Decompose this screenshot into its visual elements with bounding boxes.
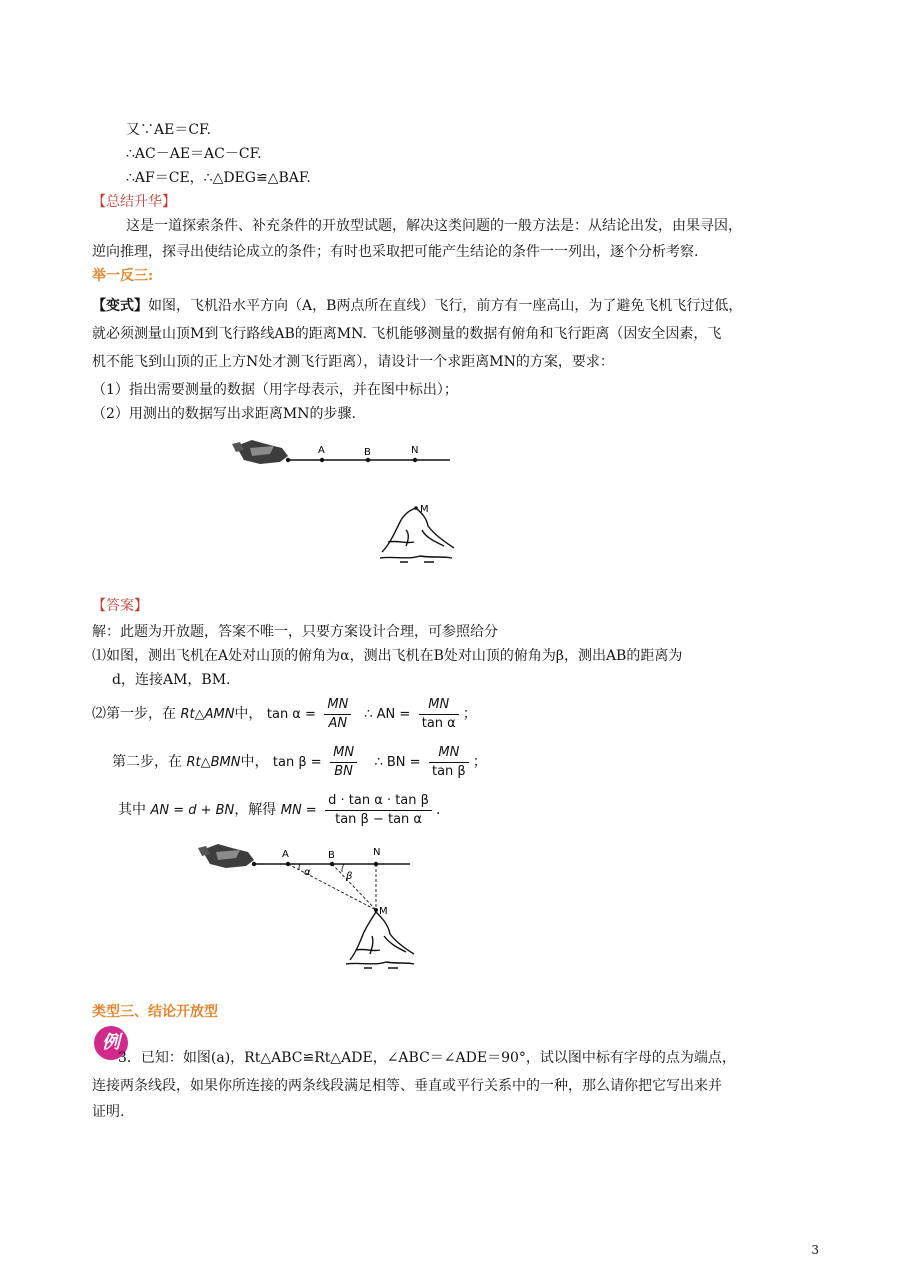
step1-line-2: d，连接AM，BM. — [112, 672, 231, 688]
fraction-den-tan-alpha: tan α — [421, 715, 456, 731]
label-b: B — [364, 447, 371, 458]
fraction-num-mn-3: MN — [330, 744, 357, 763]
fig2-label-b: B — [328, 850, 335, 861]
final-denominator: tan β − tan α — [335, 811, 422, 827]
tan-beta-eq: tan β = — [272, 755, 322, 770]
therefore-an: ∴ AN = — [364, 707, 411, 722]
label-a: A — [318, 445, 325, 456]
step2-zhong: 中， — [234, 706, 263, 722]
requirement-1: （1）指出需要测量的数据（用字母表示，并在图中标出）； — [92, 382, 458, 398]
fig2-label-n: N — [373, 847, 381, 858]
fraction-num-mn: MN — [324, 696, 351, 715]
step1-line-1: ⑴如图，测出飞机在A处对山顶的俯角为α，测出飞机在B处对山顶的俯角为β，测出AB的距离为 — [92, 648, 683, 664]
fraction-mn-an — [324, 696, 351, 733]
summary-line-2: 逆向推理，探寻出使结论成立的条件；有时也采取把可能产生结论的条件一一列出，逐个分析考察. — [92, 244, 699, 260]
type3-heading: 类型三、结论开放型 — [92, 1004, 218, 1020]
airplane-icon-2 — [198, 844, 254, 868]
page-number: 3 — [811, 1243, 819, 1257]
mn-eq: MN = — [280, 803, 317, 818]
semicolon-1: ； — [462, 706, 477, 722]
example-badge-text: 例 — [102, 1032, 120, 1053]
step3-zhong: 中， — [240, 754, 269, 770]
mountain-icon-2 — [346, 912, 414, 968]
fraction-num-mn-4: MN — [429, 744, 469, 763]
requirement-2: （2）用测出的数据写出求距离MN的步骤. — [92, 406, 356, 422]
answer-intro: 解：此题为开放题，答案不唯一，只要方案设计合理，可参照给分 — [92, 624, 498, 640]
fig2-label-m: M — [379, 906, 388, 917]
final-period: . — [435, 802, 441, 818]
variant-line-3: 机不能飞到山顶的正上方N处才测飞行距离），请设计一个求距离MN的方案，要求： — [92, 354, 614, 370]
fig2-label-a: A — [282, 849, 289, 860]
practice-heading: 举一反三: — [92, 268, 154, 284]
fraction-den-an: AN — [328, 715, 348, 731]
fraction-den-bn: BN — [334, 763, 353, 779]
proof-line-3: ∴AF＝CE，∴△DEG≌△BAF. — [126, 170, 311, 186]
figure-flight-mountain-1 — [230, 434, 460, 564]
answer-heading: 【答案】 — [92, 598, 148, 614]
label-m: M — [420, 504, 429, 515]
example3-line-1: 3．已知：如图(a)，Rt△ABC≌Rt△ADE，∠ABC＝∠ADE＝90°，试以图中标有字母的点为端点， — [118, 1050, 736, 1066]
an-equation: AN = d + BN — [150, 803, 235, 818]
fraction-den-tan-beta: tan β — [431, 763, 466, 779]
example3-line-2: 连接两条线段，如果你所连接的两条线段满足相等、垂直或平行关系中的一种，那么请你把它写出来并 — [92, 1078, 722, 1094]
example3-line-3: 证明. — [92, 1104, 125, 1120]
therefore-bn: ∴ BN = — [374, 755, 421, 770]
fig2-label-alpha: α — [304, 867, 311, 878]
airplane-icon — [232, 440, 288, 464]
step4-solve: ，解得 — [234, 802, 277, 818]
variant-line-2: 就必须测量山顶M到飞行路线AB的距离MN. 飞机能够测量的数据有俯角和飞行距离（因安全因素，飞 — [92, 326, 722, 342]
step4-line — [118, 790, 440, 831]
summary-line-1: 这是一道探索条件、补充条件的开放型试题，解决这类问题的一般方法是：从结论出发，由果寻因， — [126, 218, 742, 234]
fraction-mn-bn — [330, 744, 357, 781]
proof-line-1: 又∵AE＝CF. — [126, 122, 212, 138]
final-numerator: d · tan α · tan β — [325, 792, 432, 811]
triangle-bmn: Rt△BMN — [186, 755, 241, 770]
step4-prefix: 其中 — [118, 802, 146, 818]
step3-prefix: 第二步，在 — [112, 754, 182, 770]
figure-flight-mountain-2 — [196, 838, 416, 974]
triangle-amn: Rt△AMN — [180, 707, 235, 722]
mountain-icon — [380, 508, 454, 562]
step2-prefix: ⑵第一步，在 — [92, 706, 176, 722]
step2-line — [92, 694, 477, 735]
tan-alpha-eq: tan α = — [266, 707, 316, 722]
fig2-label-beta: β — [346, 871, 353, 882]
fraction-mn-tan-alpha — [419, 696, 459, 733]
variant-tag: 【变式】 — [92, 298, 148, 314]
variant-text-1: 如图，飞机沿水平方向（A，B两点所在直线）飞行，前方有一座高山，为了避免飞机飞行过低， — [148, 298, 743, 314]
variant-line-1 — [92, 296, 742, 316]
final-fraction — [325, 792, 432, 829]
step3-line — [112, 742, 487, 783]
label-n: N — [411, 445, 419, 456]
summary-heading: 【总结升华】 — [92, 194, 176, 210]
proof-line-2: ∴AC－AE＝AC－CF. — [126, 146, 262, 162]
fraction-num-mn-2: MN — [419, 696, 459, 715]
fraction-mn-tan-beta — [429, 744, 469, 781]
semicolon-2: ； — [472, 754, 487, 770]
